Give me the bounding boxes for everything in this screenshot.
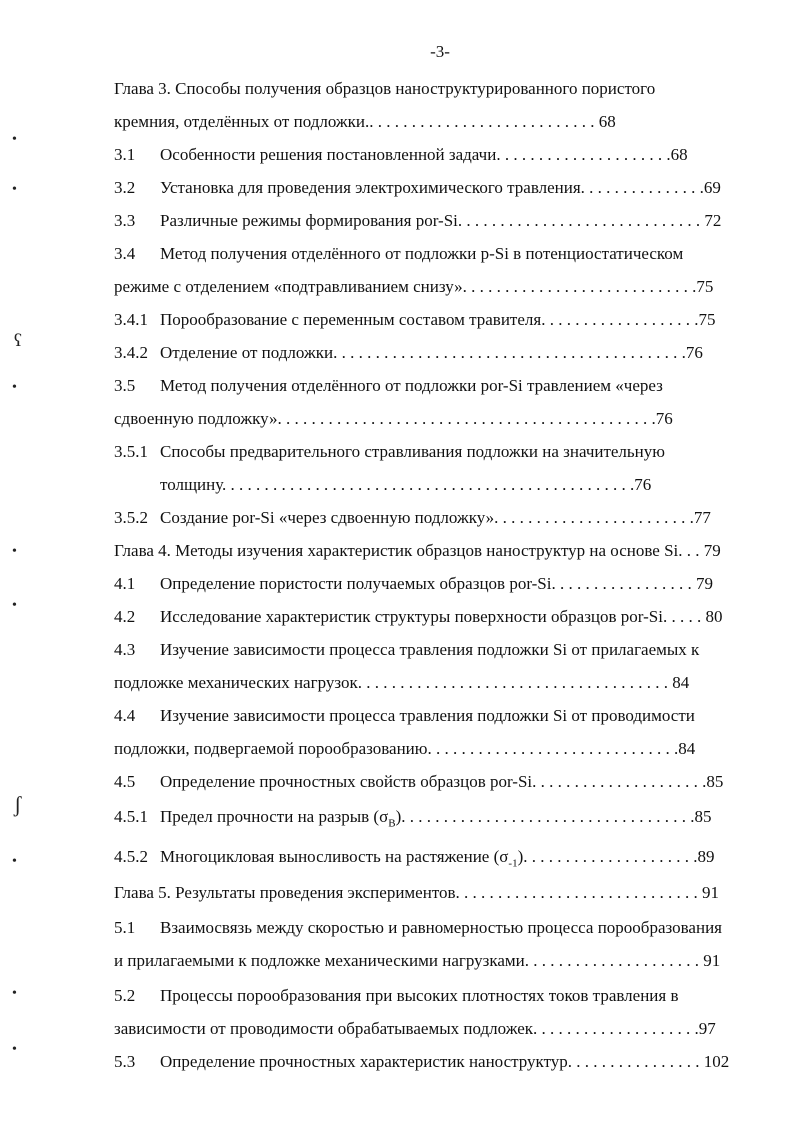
toc-item-4-5-2[interactable]: 4.5.2 Многоцикловая выносливость на растяжение $(\sigma_{-1})$. . . . . . . . . . . . . . . . . . . . .89 [114, 847, 715, 870]
toc-item-3-2[interactable]: 3.2 Установка для проведения электрохимического травления. . . . . . . . . . . . . . .69 [114, 178, 721, 197]
toc-item-3-5-2[interactable]: 3.5.2 Создание por-Si «через сдвоенную подложку». . . . . . . . . . . . . . . . . . . . . . . .77 [114, 508, 711, 527]
toc-item-4-2[interactable]: 4.2 Исследование характеристик структуры поверхности образцов por-Si. . . . . 80 [114, 607, 723, 626]
toc-item-3-5-1[interactable]: 3.5.1 Способы предварительного стравливания подложки на значительную [114, 442, 665, 461]
toc-item-4-5-1[interactable]: 4.5.1 Предел прочности на разрыв $(\sigma_B)$. . . . . . . . . . . . . . . . . . . . . . . . . . . . . . . . . . .85 [114, 807, 712, 830]
scan-mark: • [12, 380, 17, 395]
scan-mark: ʕ [14, 330, 22, 350]
scan-mark: • [12, 182, 17, 197]
scan-mark: ʃ [14, 792, 22, 817]
toc-item-3-4[interactable]: 3.4 Метод получения отделённого от подложки p-Si в потенциостатическом [114, 244, 684, 263]
scan-mark: • [12, 854, 17, 869]
toc-item-3-4-2[interactable]: 3.4.2 Отделение от подложки. . . . . . . . . . . . . . . . . . . . . . . . . . . . . . . . . . . . . . . . . .76 [114, 343, 703, 362]
toc-item-4-3-cont[interactable]: подложке механических нагрузок. . . . . . . . . . . . . . . . . . . . . . . . . . . . . . . . . . . . . 84 [114, 673, 690, 692]
toc-item-4-4-cont[interactable]: подложки, подвергаемой порообразованию. . . . . . . . . . . . . . . . . . . . . . . . . . . . . .84 [114, 739, 696, 758]
toc-item-3-1[interactable]: 3.1 Особенности решения постановленной задачи. . . . . . . . . . . . . . . . . . . . .68 [114, 145, 688, 164]
scan-mark: • [12, 544, 17, 559]
scan-mark: • [12, 986, 17, 1001]
toc-item-5-2-cont[interactable]: зависимости от проводимости обрабатываемых подложек. . . . . . . . . . . . . . . . . . . .97 [114, 1019, 716, 1038]
toc-item-4-5[interactable]: 4.5 Определение прочностных свойств образцов por-Si. . . . . . . . . . . . . . . . . . . . .85 [114, 772, 724, 791]
page-number: -3- [430, 42, 450, 61]
toc-item-5-3[interactable]: 5.3 Определение прочностных характеристик наноструктур. . . . . . . . . . . . . . . . 102 [114, 1052, 730, 1071]
toc-item-3-3[interactable]: 3.3 Различные режимы формирования por-Si. . . . . . . . . . . . . . . . . . . . . . . . . . . . . 72 [114, 211, 722, 230]
toc-item-3-5[interactable]: 3.5 Метод получения отделённого от подложки por-Si травлением «через [114, 376, 663, 395]
toc-item-4-4[interactable]: 4.4 Изучение зависимости процесса травления подложки Si от проводимости [114, 706, 695, 725]
scan-mark: • [12, 598, 17, 613]
toc-item-3-4-cont[interactable]: режиме с отделением «подтравливанием снизу». . . . . . . . . . . . . . . . . . . . . . . . . . . .75 [114, 277, 714, 296]
toc-item-4-3[interactable]: 4.3 Изучение зависимости процесса травления подложки Si от прилагаемых к [114, 640, 700, 659]
toc-item-5-1-cont[interactable]: и прилагаемыми к подложке механическими нагрузками. . . . . . . . . . . . . . . . . . . . . 91 [114, 951, 721, 970]
scan-mark: • [12, 1042, 17, 1057]
toc-item-3-5-1-cont[interactable]: толщину. . . . . . . . . . . . . . . . . . . . . . . . . . . . . . . . . . . . . . . . . . . . . . . . .76 [160, 475, 652, 494]
toc-item-3-5-cont[interactable]: сдвоенную подложку». . . . . . . . . . . . . . . . . . . . . . . . . . . . . . . . . . . . . . . . . . . . .76 [114, 409, 673, 428]
toc-chapter-4-title[interactable]: Глава 4. Методы изучения характеристик образцов наноструктур на основе Si. . . 79 [114, 541, 721, 560]
toc-chapter-3-title[interactable]: Глава 3. Способы получения образцов наноструктурированного пористого [114, 79, 656, 98]
toc-chapter-3-title-cont[interactable]: кремния, отделённых от подложки.. . . . . . . . . . . . . . . . . . . . . . . . . . . 68 [114, 112, 616, 131]
toc-chapter-5-title[interactable]: Глава 5. Результаты проведения экспериментов. . . . . . . . . . . . . . . . . . . . . . . . . . . . . 91 [114, 883, 720, 902]
toc-item-3-4-1[interactable]: 3.4.1 Порообразование с переменным составом травителя. . . . . . . . . . . . . . . . . . .75 [114, 310, 716, 329]
toc-item-5-1[interactable]: 5.1 Взаимосвязь между скоростью и равномерностью процесса порообразования [114, 918, 722, 937]
toc-item-4-1[interactable]: 4.1 Определение пористости получаемых образцов por-Si. . . . . . . . . . . . . . . . . 79 [114, 574, 713, 593]
scan-mark: • [12, 132, 17, 147]
toc-item-5-2[interactable]: 5.2 Процессы порообразования при высоких плотностях токов травления в [114, 986, 679, 1005]
